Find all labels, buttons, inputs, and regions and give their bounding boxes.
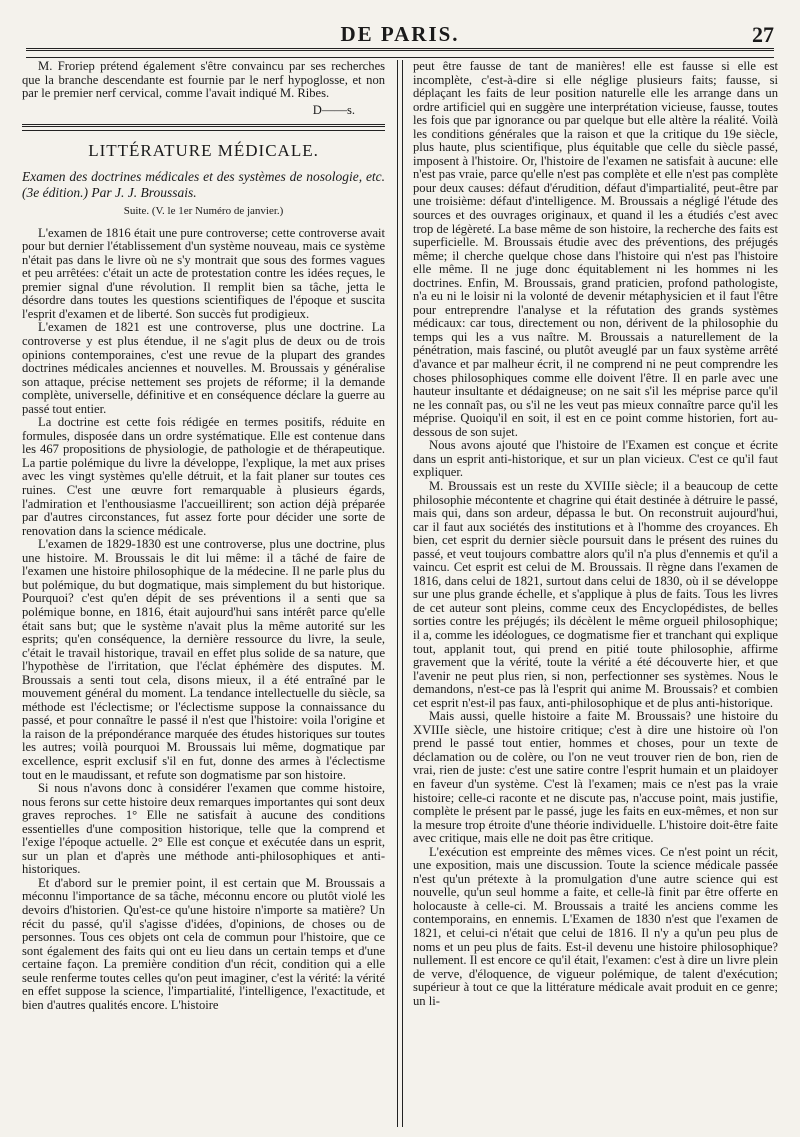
paragraph: Si nous n'avons donc à considérer l'examen que comme histoire, nous ferons sur cette histoire deux remarques importantes qui sont deux graves reproches. 1° Elle ne satisfait à aucune des conditions essentielles d'une composition historique, telle que la comprend et l'exige l'époque actuelle. 2° Elle est conçue et exécutée dans un esprit, sur un plan et d'après une méthode anti-philosophiques et anti-historiques. xyxy=(22,781,386,877)
paragraph: L'examen de 1821 est une controverse, plus une doctrine. La controverse y est plus étendue, il ne s'agit plus de deux ou de trois opinions contemporaines, c'est une revue de la plupart des grandes doctrines médicales anciennes et nouvelles. M. Broussais y généralise son attaque, précise nettement ses projets de réforme; il la demande complète, universelle, définitive et en conséquence déclare la guerre au passé tout entier. xyxy=(22,320,386,416)
continuation-note: Suite. (V. le 1er Numéro de janvier.) xyxy=(123,204,284,217)
paragraph: peut être fausse de tant de manières! elle est fausse si elle est incomplète, c'est-à-dire si elle néglige plusieurs faits; fausse, si déplaçant les faits de leur position naturelle elle les arrange dans un ordre artificiel qui en suggère une interprétation vicieuse, fausse, toutes les fois que par ignorance ou par quelque but elle altère la réalité. Voilà les conditions générales que la raison et que la critique du 19e siècle, plus haute, plus scientifique, plus équitable que celle du siècle passé, imposent à l'histoire. Or, l'histoire de l'examen ne satisfait à aucune: elle n'est pas vraie, parce qu'elle n'est pas complète et elle n'est pas complète pour deux causes: défaut d'érudition, défaut d'impartialité, peut-être par une troisième: défaut d'intelligence. M. Broussais a négligé l'étude des sources et des ouvrages originaux, et quand il les a étudiés c'est avec trop de légèreté. La base même de son histoire, la recherche des faits est superficielle. M. Broussais étudie avec des préventions, des préjugés même; il cherche quelque chose dans l'histoire qui n'est pas l'histoire elle même. Il ne juge donc équitablement ni les hommes ni les doctrines. Enfin, M. Broussais, grand praticien, profond pathologiste, n'a eu ni le loisir ni la volonté de devenir métaphysicien et il faut l'être pour entreprendre l'analyse et la réfutation des grands systèmes médicaux: car tous, directement ou non, dérivent de la philosophie du temps qui les a vus naître. M. Broussais a naturellement de la pénétration, mais fasciné, ou plutôt aveuglé par un faux système arrêté d'avance et par malheur écrit, il ne comprend ni ne peut comprendre les choses philosophiques comme elle doivent l'être. Il en parle avec une hauteur insultante et dédaigneuse; on ne sait s'il les méprise parce qu'il ne les connaît pas, ou s'il ne les veut pas mieux connaître parce qu'il les méprise. Quoiqu'il en soit, il est en ce point comme historien, fort au-dessous de son sujet. xyxy=(412,60,778,439)
section-title: LITTÉRATURE MÉDICALE. xyxy=(88,140,319,160)
paragraph: M. Froriep prétend également s'être convaincu par ses recherches que la branche descendante est fournie par le nerf hypoglosse, et non par le premier nerf cervical, comme l'avait indiqué M. Ribes. xyxy=(22,60,386,101)
page-header xyxy=(22,0,778,47)
paragraph: L'examen de 1816 était une pure controverse; cette controverse avait pour but dernier l'établissement d'un système nouveau, mais ce système n'était pas dans le livre où ne s'y montrait que sous des formes vagues et peu arrêtées: c'était un acte de protestation contre les idées reçues, le premier signal d'une révolution. Il remplit bien sa tâche, jetta le désordre dans toutes les questions scientifiques de l'époque et suscita l'esprit d'examen et de liberté. Son succès fut prodigieux. xyxy=(22,225,386,321)
column-divider xyxy=(397,60,403,1127)
signature: D——s. xyxy=(312,102,356,117)
page-number: 27 xyxy=(752,22,774,47)
paragraph: L'exécution est empreinte des mêmes vices. Ce n'est point un récit, une exposition, mais une discussion. Toute la science médicale passée n'est qu'un prétexte à la promulgation d'une autre science qui est nouvelle, qu'un seul homme a faite, et celle-là finit par être offerte en holocauste à celle-ci. M. Broussais a traité les anciens comme les contemporains, en ennemis. L'Examen de 1830 n'est que l'examen de 1821, et celui-ci n'était que celui de 1816. Il n'y a qu'un peu plus de noms et un peu plus de faits. Est-il devenu une histoire philosophique? nullement. Il est encore ce qu'il était, l'examen: c'est à dire un livre plein de verve, d'éloquence, de vigueur polémique, de talent d'exécution; supérieur à tout ce que la littérature médicale avait produit en ce genre; un li- xyxy=(412,844,778,1008)
left-column xyxy=(22,60,395,1127)
paragraph: M. Broussais est un reste du XVIIIe siècle; il a beaucoup de cette philosophie mécontente et chagrine qui était destinée à détruire le passé, mais qui, dans son ardeur, dépassa le but. On reconstruit aujourd'hui, car il faut aux sociétés des institutions et à l'homme des croyances. Eh bien, cet esprit du dernier siècle poursuit dans le présent des ruines du passé, et veut toujours combattre alors qu'il n'a plus d'ennemis et qu'il a vaincu. Cet esprit est celui de M. Broussais. Il règne dans l'examen de 1816, dans celui de 1821, surtout dans celui de 1830, où il se développe sur une plus grande échelle, et s'applique à plus de faits. Tous les livres de cet auteur sont pleins, comme ceux des Encyclopédistes, de belles sorties contre les préjugés; ils décèlent le même orgueil philosophique; il a, comme les idéologues, ce dogmatisme fier et tranchant qui explique tout, applanit tout, qui prend en pitié toute philosophie, affirme gravement que la vérité, toute la vérité a été découverte hier, et que l'avenir ne peut plus rien, si non, perfectionner ses systèmes. Nous le demandons, n'est-ce pas là l'esprit qui anime M. Broussais? et combien cet esprit n'est-il pas faux, anti-philosophique et de plus anti-historique. xyxy=(412,478,778,710)
article-title: Examen des doctrines médicales et des systèmes de nosologie, etc. (3e édition.) Par J. J. Broussais. xyxy=(22,168,386,200)
header-rule xyxy=(26,48,774,58)
paragraph: Mais aussi, quelle histoire a faite M. Broussais? une histoire du XVIIIe siècle, une histoire critique; c'est à dire une histoire où l'on prend le passé tout entier, hommes et choses, pour un texte de déclamation ou de colère, ou l'on ne veut trouver rien de bon, rien de vrai, rien de juste: c'est une satire contre l'esprit humain et un plaidoyer en faveur d'un système. C'est là l'examen; mais ce n'est pas la vraie histoire; celle-ci raconte et ne discute pas, n'accuse point, mais justifie, complète le présent par le passé, juge les faits en eux-mêmes, et non sur la mesure trop étroite d'une théorie individuelle. L'histoire doit-être faite avec critique, mais elle ne doit pas être critique. xyxy=(412,709,778,846)
paragraph: Nous avons ajouté que l'histoire de l'Examen est conçue et écrite dans un esprit anti-historique, et sur un plan vicieux. C'est ce qu'il faut expliquer. xyxy=(412,438,778,480)
text-columns xyxy=(22,60,778,1127)
right-column xyxy=(405,60,778,1127)
paragraph: Et d'abord sur le premier point, il est certain que M. Broussais a méconnu l'importance de sa tâche, méconnu encore ou plutôt violé les devoirs d'historien. Qu'est-ce qu'une histoire n'importe sa matière? Un récit du passé, qu'il s'agisse d'idées, d'opinions, de choses ou de personnes. Tous ces objets ont cela de commun pour l'histoire, que ce sont également des faits qui ont eu lieu dans un certain temps et d'une certaine façon. La première condition d'un récit, condition qui a elle seule renferme toutes celles qu'on peut imaginer, c'est la vérité: la vérité en effet suppose la science, l'impartialité, l'intelligence, l'exactitude, et bien d'autres qualités encore. L'histoire xyxy=(22,875,386,1012)
paragraph: L'examen de 1829-1830 est une controverse, plus une doctrine, plus une histoire. M. Broussais le dit lui même: il a tâché de faire de l'examen une histoire philosophique de la médecine. Il ne parle plus du but polémique, du but dogmatique, mais simplement du but historique. Pourquoi? c'est qu'en dépit de ses préventions il a senti que sa polémique bonne, en 1816, était aujourd'hui sans intérêt parce qu'elle était sans but; que le système n'avait plus la même autorité sur les esprits; qu'en conséquence, la dernière ressource du livre, la seule, c'était le travail historique, travail en effet plus solide de sa nature, que l'hypothèse de l'irritation, que l'éclat éphémère des disputes. M. Broussais a senti tout cela, disons mieux, il a été entraîné par le mouvement général du moment. La tendance intellectuelle du siècle, sa méthode est l'éclectisme; or l'éclectisme suppose la connaissance du passé, et pour connaître le passé il n'est que l'histoire: voila l'origine et la raison de la prépondérance marquée des études historiques sur toutes les autres; voilà pourquoi M. Broussais lui même, dogmatique par excellence, esprit exclusif s'il en fut, donne des armes à l'éclectisme tout en le maudissant, et refute son dogmatisme par son histoire. xyxy=(22,537,386,782)
running-title: DE PARIS. xyxy=(340,22,460,46)
paragraph: La doctrine est cette fois rédigée en termes positifs, réduite en formules, disposée dans un ordre systématique. Elle est contenue dans les 467 propositions de physiologie, de pathologie et de thérapeutique. La partie polémique du livre la développe, l'explique, la met aux prises avec les vingt systèmes qu'elle détruit, et la fait planer sur toutes ces ruines. C'est une œuvre fort remarquable à plusieurs égards, l'admiration et l'enthousiasme l'accueillirent; son action déjà préparée par d'autres circonstances, fut assez forte pour décider une sorte de renovation dans la science médicale. xyxy=(22,415,386,538)
section-separator xyxy=(22,124,385,131)
